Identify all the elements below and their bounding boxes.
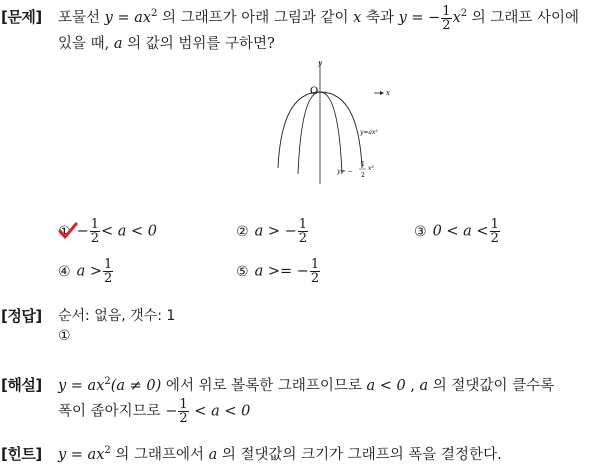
explanation-text: 폭이 좁아지므로 −	[58, 403, 178, 420]
hint-line	[58, 441, 502, 465]
problem-text: 포물선	[58, 10, 105, 26]
equation: y = −	[398, 10, 441, 26]
fraction-numerator: 1	[179, 397, 188, 412]
inequality: a < 0	[366, 378, 406, 394]
fraction-denominator: 2	[103, 271, 113, 286]
problem-text: 의 그래프 사이에	[467, 10, 580, 26]
fraction-denominator: 2	[490, 231, 499, 246]
problem-text: 의 값의 범위를 구하면?	[122, 36, 275, 52]
option-text: < a < 0	[101, 223, 157, 240]
option-number: ⑤	[236, 263, 249, 280]
narrow-parabola-left	[298, 92, 320, 174]
fraction-numerator: 1	[442, 3, 451, 19]
checkmark-icon	[58, 222, 78, 240]
variable: x	[452, 10, 461, 26]
equation: y = ax	[58, 447, 105, 463]
explanation-label: [해설]	[1, 376, 42, 394]
option-text: a >	[76, 263, 102, 280]
answer-label: [정답]	[1, 307, 42, 325]
curve-label-half: y= −	[337, 168, 353, 175]
problem-text: 의 그래프가 아래 그림과 같이	[157, 10, 354, 26]
fraction-numerator: 1	[103, 257, 113, 272]
fraction-denominator: 2	[442, 17, 451, 33]
explanation-line-1	[58, 372, 554, 396]
problem-text: 축과	[361, 10, 399, 26]
fraction	[90, 218, 100, 245]
variable: a	[208, 447, 218, 463]
option-text: 0 < a <	[432, 223, 489, 240]
problem-text: 있을 때,	[58, 36, 114, 52]
curve-label-half-x: x²	[368, 165, 374, 172]
curve-label-half-den: 2	[361, 172, 365, 179]
answer-choice: ①	[58, 328, 71, 344]
y-axis-label: y	[318, 59, 322, 67]
explanation-text: ,	[405, 378, 420, 394]
equation: y = ax	[104, 10, 152, 26]
option-number: ②	[236, 223, 249, 240]
option-text: a >= −	[254, 263, 309, 280]
option-text: −	[76, 223, 89, 240]
hint-text: 의 그래프에서	[110, 447, 209, 463]
answer-order-count: 순서: 없음, 갯수: 1	[58, 308, 176, 324]
option-4[interactable]	[58, 258, 114, 285]
fraction	[178, 398, 188, 425]
problem-label: [문제]	[1, 8, 42, 26]
curve-label-ax2: y=ax²	[360, 129, 378, 136]
fraction-numerator: 1	[298, 217, 308, 232]
fraction-numerator: 1	[490, 217, 499, 232]
option-5[interactable]	[236, 258, 321, 285]
hint-label: [힌트]	[1, 445, 42, 463]
problem-line-2	[58, 34, 275, 54]
fraction	[310, 258, 320, 285]
option-text: a > −	[254, 223, 297, 240]
problem-line-1	[58, 4, 579, 32]
fraction-denominator: 2	[90, 231, 99, 246]
option-2[interactable]	[236, 218, 309, 245]
exponent: 2	[104, 445, 111, 456]
fraction-denominator: 2	[179, 411, 188, 426]
fraction-denominator: 2	[298, 231, 308, 246]
fraction-numerator: 1	[310, 257, 320, 272]
x-axis-label: x	[386, 89, 390, 97]
fraction	[103, 258, 113, 285]
hint-text: 의 절댓값의 크기가 그래프의 폭을 결정한다.	[217, 447, 502, 463]
variable: x	[353, 10, 362, 26]
inequality: < a < 0	[189, 403, 251, 420]
fraction	[298, 218, 308, 245]
fraction-numerator: 1	[90, 217, 99, 232]
option-number: ④	[58, 263, 71, 280]
x-axis-arrowhead	[380, 91, 384, 95]
origin-label: O	[310, 86, 319, 97]
exponent: 2	[460, 8, 468, 19]
condition: (a ≠ 0)	[110, 378, 162, 394]
exponent: 2	[151, 8, 158, 19]
explanation-text: 에서 위로 볼록한 그래프이므로	[161, 378, 367, 394]
explanation-line-2	[58, 398, 250, 425]
variable: a	[419, 378, 429, 394]
fraction	[441, 5, 451, 32]
option-number: ①	[58, 223, 71, 240]
variable: a	[113, 36, 123, 52]
explanation-text: 의 절댓값이 클수록	[428, 378, 555, 394]
option-number: ③	[414, 223, 427, 240]
fraction	[490, 218, 500, 245]
option-3[interactable]	[414, 218, 501, 245]
equation: y = ax	[58, 378, 105, 394]
parabola-figure	[270, 56, 400, 186]
fraction-denominator: 2	[310, 271, 320, 286]
narrow-parabola-right	[320, 92, 342, 174]
exponent: 2	[104, 376, 111, 387]
curve-label-half-num: 1	[361, 161, 365, 168]
